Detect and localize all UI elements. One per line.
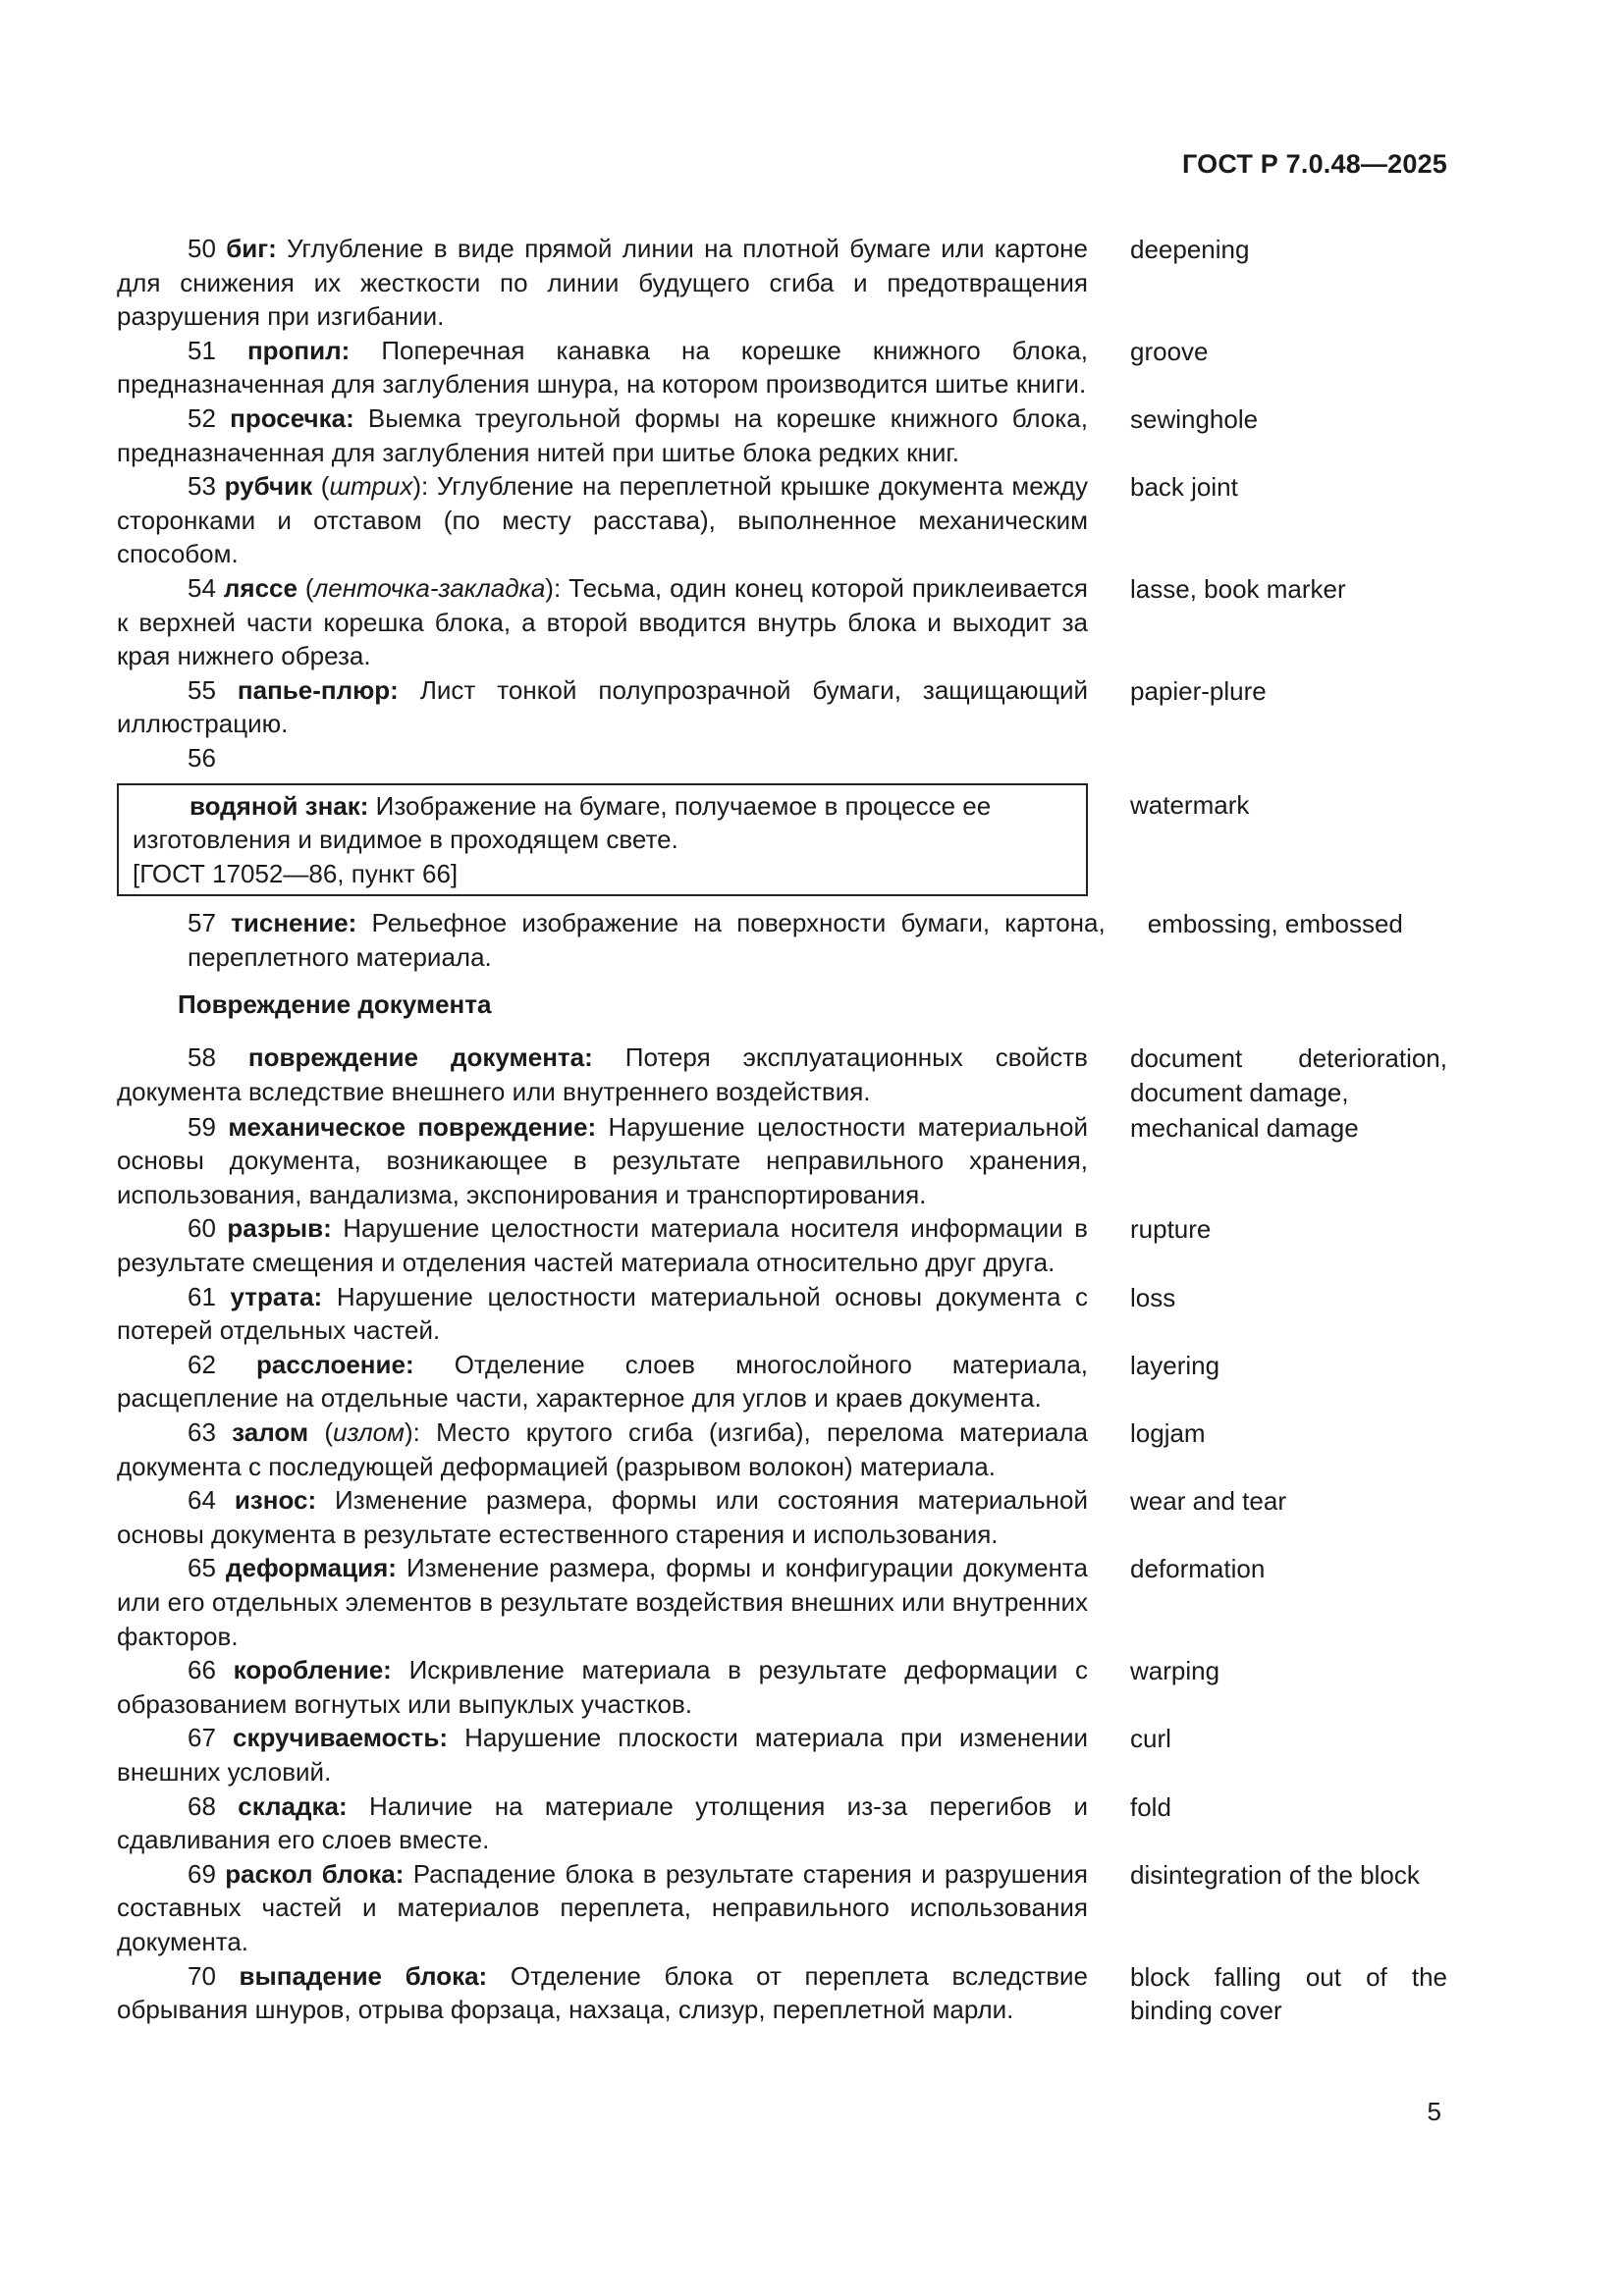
entry-body: Отделение блока от переплета вследствие обрывания шнуров, отрыва форзаца, нахзаца, слизур, переплетной марли. (117, 1960, 1089, 2025)
entry-english-term: rupture (1130, 1214, 1212, 1245)
entry-body: Лист тонкой полупрозрачной бумаги, защищающий иллюстрацию. (117, 674, 1088, 739)
entry-english-term: deformation (1130, 1554, 1266, 1584)
entry-english-term: embossing, embossed (1147, 909, 1403, 939)
section-heading: Повреждение документа (178, 989, 492, 1020)
entry-number: 52 (188, 402, 216, 433)
entry-term: механическое повреждение: (228, 1111, 597, 1142)
entry-body: Углубление на переплетной крышке документа между сторонками и отставом (по месту расстава), выполненное механическим способом. (117, 471, 1088, 569)
entry-body: Нарушение целостности материальной основы документа с потерей отдельных частей. (117, 1281, 1088, 1346)
entry-term: деформация: (225, 1553, 397, 1583)
entry-english-term: papier-plure (1130, 675, 1267, 706)
entry-body: Потеря эксплуатационных свойств документа вследствие внешнего или внутреннего воздействия. (117, 1042, 1088, 1107)
glossary-entry-64 (117, 1483, 1447, 1551)
definition-source: [ГОСТ 17052—86, пункт 66] (133, 858, 459, 888)
entry-body: Искривление материала в результате деформации с образованием вогнутых или выпуклых участков. (117, 1655, 1089, 1719)
entry-body: Место крутого сгиба (изгиба), перелома материала документа с последующей деформацией (разрывом волокон) материала. (117, 1417, 1088, 1481)
entry-number: 69 (188, 1858, 216, 1889)
entry-term: выпадение блока: (239, 1960, 488, 1991)
entry-term: просечка: (230, 402, 354, 433)
entry-term: тиснение: (231, 908, 357, 938)
entry-term: расслоение: (256, 1349, 414, 1379)
entry-number: 53 (188, 471, 216, 502)
entry-english-term: sewinghole (1130, 403, 1259, 434)
entry-number: 66 (188, 1655, 216, 1685)
entry-body: Поперечная канавка на корешке книжного блока, предназначенная для заглубления шнура, на котором производится шитье книги. (117, 335, 1089, 400)
entry-term: раскол блока: (225, 1858, 405, 1889)
entry-english-term: warping (1130, 1656, 1220, 1686)
glossary-entry-70 (117, 1959, 1447, 2028)
glossary-entry-59 (117, 1110, 1447, 1212)
entry-number: 59 (188, 1111, 216, 1142)
glossary-entry-53: 53 рубчик (штрих): Углубление на переплетной крышке документа между сторонками и отставом (по месту расстава), выполненное механическим способом. back joint (117, 469, 1447, 571)
entry-number: 56 (188, 742, 216, 773)
entry-number: 65 (188, 1553, 216, 1583)
entry-body: Выемка треугольной формы на корешке книжного блока, предназначенная для заглубления нитей при шитье блока редких книг. (117, 402, 1088, 467)
entry-number: 62 (188, 1349, 216, 1379)
entry-english-term: watermark (1130, 789, 1250, 820)
entry-body: Нарушение плоскости материала при изменении внешних условий. (117, 1723, 1088, 1787)
entry-synonym: штрих (329, 471, 413, 502)
document-code-header: ГОСТ Р 7.0.48—2025 (1181, 149, 1447, 179)
entry-synonym: излом (333, 1417, 405, 1447)
entry-number: 63 (188, 1417, 216, 1447)
entry-term: водяной знак: (189, 790, 369, 821)
entry-term: папье-плюр: (237, 674, 399, 705)
glossary-entry-68 (117, 1789, 1447, 1857)
entry-term: биг: (226, 234, 277, 263)
entry-english-term: deepening (1130, 235, 1250, 264)
glossary-entry-65 (117, 1551, 1447, 1653)
glossary-entry-55 (117, 673, 1447, 741)
entry-number: 67 (188, 1723, 216, 1753)
glossary-entry-60 (117, 1211, 1447, 1279)
glossary-entries-part2 (117, 1041, 1447, 2027)
entry-english-term: lasse, book marker (1130, 573, 1346, 604)
entry-term: рубчик (224, 471, 313, 502)
entry-english-term: loss (1130, 1282, 1176, 1312)
entry-term: складка: (238, 1790, 348, 1821)
page-number: 5 (1427, 2097, 1441, 2126)
entry-english-term: block falling out of the binding cover (1130, 1961, 1447, 2026)
glossary-entry-56 (117, 741, 1447, 775)
entry-english-term: logjam (1130, 1418, 1206, 1448)
quoted-definition-box (117, 783, 1088, 897)
glossary-entry-58 (117, 1041, 1447, 1109)
entry-english-term: wear and tear (1130, 1486, 1286, 1517)
entry-english-term: mechanical damage (1130, 1112, 1359, 1143)
entry-term: коробление: (233, 1655, 392, 1685)
glossary-entry-57 (117, 906, 1447, 974)
entry-number: 57 (188, 908, 216, 938)
entry-english-term: layering (1130, 1350, 1220, 1380)
entry-synonym: ленточка-закладка (313, 572, 546, 603)
entry-number: 55 (188, 674, 216, 705)
glossary-content (117, 232, 1447, 2028)
glossary-entries-part1 (117, 232, 1447, 741)
entry-english-term: disintegration of the block (1130, 1859, 1420, 1890)
entry-term: залом (232, 1417, 309, 1447)
entry-body: Изменение размера, формы или состояния материальной основы документа в результате естественного старения и использования. (117, 1485, 1088, 1549)
entry-body: Нарушение целостности материальной основы документа, возникающее в результате неправильного хранения, использования, вандализма, экспонирования и транспортирования. (117, 1111, 1088, 1209)
entry-number: 68 (188, 1790, 216, 1821)
entry-english-term: groove (1130, 336, 1209, 366)
entry-term: скручиваемость: (233, 1723, 449, 1753)
entry-body: Изображение на бумаге, получаемое в процессе ее изготовления и видимое в проходящем свете. (133, 790, 992, 855)
glossary-entry-52 (117, 401, 1447, 469)
entry-body: Изменение размера, формы и конфигурации документа или его отдельных элементов в результате воздействия внешних или внутренних факторов. (117, 1553, 1089, 1651)
glossary-entry-50 (117, 232, 1447, 334)
glossary-entry-62 (117, 1348, 1447, 1415)
entry-term: ляссе (223, 572, 298, 603)
entry-term: утрата: (230, 1281, 323, 1311)
entry-number: 51 (188, 335, 216, 365)
entry-body: Нарушение целостности материала носителя информации в результате смещения и отделения частей материала относительно друг друга. (117, 1213, 1088, 1278)
entry-english-term: document deterioration, document damage, (1130, 1043, 1447, 1108)
glossary-entry-54: 54 ляссе (ленточка-закладка): Тесьма, один конец которой приклеивается к верхней части корешка блока, а второй вводится внутрь блока и выходит за края нижнего обреза. lasse, book marker (117, 571, 1447, 673)
entry-body: Наличие на материале утолщения из-за перегибов и сдавливания его слоев вместе. (117, 1790, 1088, 1855)
entry-body: Отделение слоев многослойного материала, расщепление на отдельные части, характерное для углов и краев документа. (117, 1349, 1088, 1414)
entry-english-term: fold (1130, 1791, 1171, 1822)
glossary-entry-63: 63 залом (излом): Место крутого сгиба (изгиба), перелома материала документа с последующей деформацией (разрывом волокон) материала. logjam (117, 1415, 1447, 1483)
entry-english-term: back joint (1130, 472, 1238, 503)
entry-term: пропил: (246, 335, 351, 365)
entry-term: разрыв: (227, 1213, 332, 1244)
entry-number: 64 (188, 1485, 216, 1516)
glossary-entry-56-box-row (117, 783, 1447, 897)
glossary-entry-66 (117, 1653, 1447, 1721)
glossary-entry-67 (117, 1721, 1447, 1789)
entry-number: 70 (188, 1960, 216, 1991)
entry-body: Распадение блока в результате старения и разрушения составных частей и материалов переплета, неправильного использования документа. (117, 1858, 1088, 1956)
entry-body: Тесьма, один конец которой приклеивается к верхней части корешка блока, а второй вводится внутрь блока и выходит за края нижнего обреза. (117, 572, 1088, 671)
entry-body: Рельефное изображение на поверхности бумаги, картона, переплетного материала. (188, 908, 1106, 972)
entry-term: износ: (234, 1485, 317, 1516)
entry-number: 58 (188, 1042, 216, 1073)
glossary-entry-61 (117, 1280, 1447, 1348)
entry-number: 54 (188, 572, 216, 603)
glossary-entry-51 (117, 334, 1447, 401)
entry-term: повреждение документа: (247, 1042, 593, 1073)
glossary-entry-69 (117, 1857, 1447, 1959)
entry-number: 61 (188, 1281, 216, 1311)
entry-number: 50 (188, 234, 216, 263)
entry-english-term: curl (1130, 1724, 1171, 1754)
entry-number: 60 (188, 1213, 216, 1244)
entry-body: Углубление в виде прямой линии на плотной бумаге или картоне для снижения их жесткости по линии будущего сгиба и предотвращения разрушения при изгибании. (117, 234, 1088, 332)
